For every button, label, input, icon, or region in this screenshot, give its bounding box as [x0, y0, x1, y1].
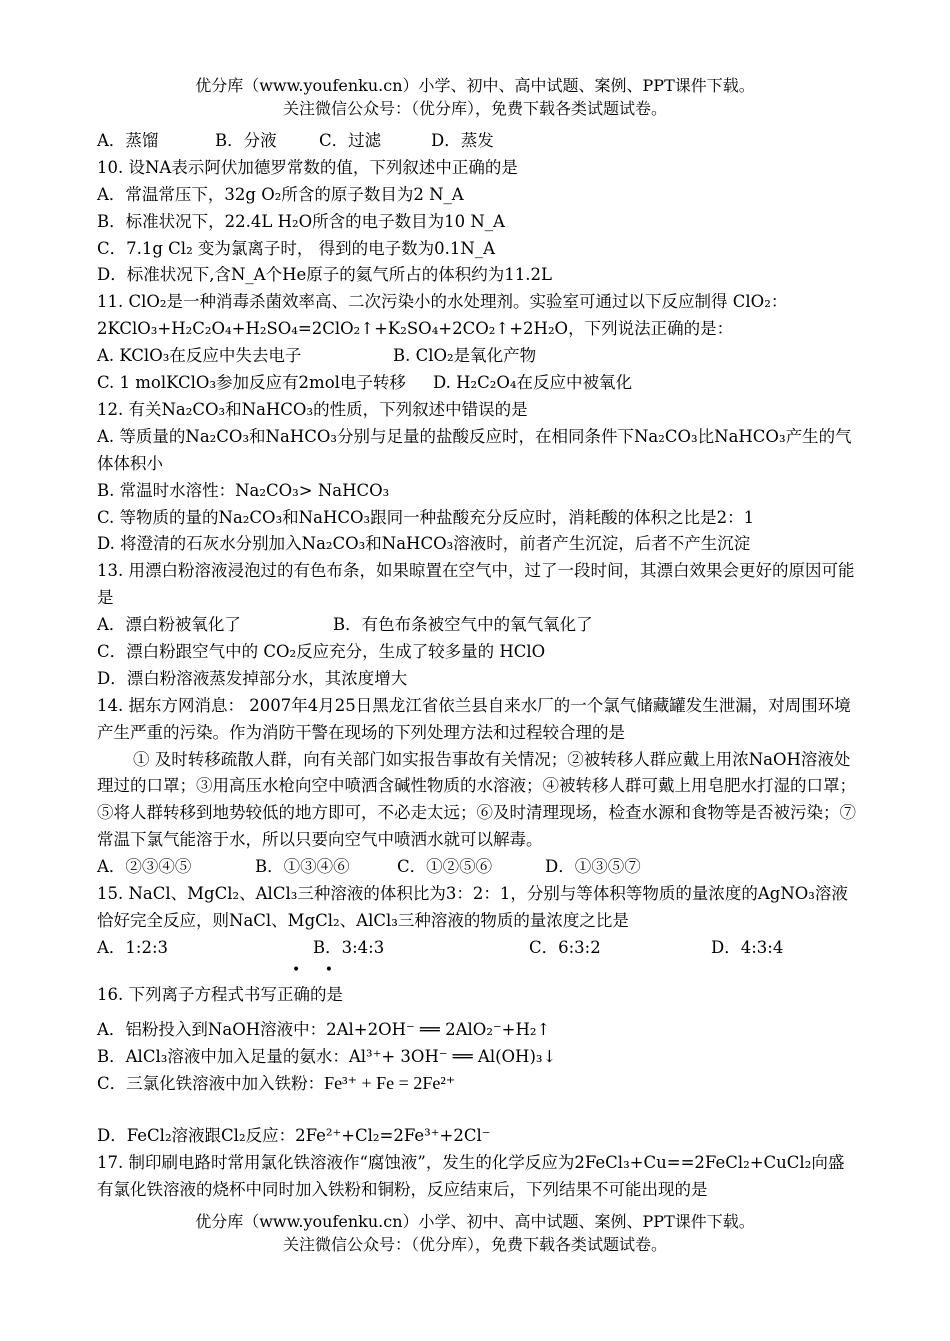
q16-option-a: A．铝粉投入到NaOH溶液中：2Al+2OH⁻ ══ 2AlO₂⁻+H₂↑ — [97, 1019, 551, 1039]
q16-option-d: D．FeCl₂溶液跟Cl₂反应：2Fe²⁺+Cl₂=2Fe³⁺+2Cl⁻ — [97, 1126, 491, 1146]
q14-option-a: A．②③④⑤ — [97, 857, 192, 877]
q14-option-d: D．①③⑤⑦ — [545, 857, 641, 877]
q9-option-b: B．分液 — [215, 131, 277, 150]
q14-body — [97, 747, 857, 855]
footer-line-2: 关注微信公众号：（优分库），免费下载各类试题试卷。 — [282, 1235, 667, 1254]
q15-stem: 15. NaCl、MgCl₂、AlCl₃三种溶液的体积比为3：2：1，分别与等体积等物质的量浓度的AgNO₃溶液恰好完全反应，则NaCl、MgCl₂、AlCl₃三种溶液的物质的量浓度之比是 — [97, 884, 848, 930]
q16-option-b: B．AlCl₃溶液中加入足量的氨水：Al³⁺+ 3OH⁻ ══ Al(OH)₃↓ — [97, 1046, 557, 1066]
q15-option-b: B．3:4:3 — [313, 937, 385, 957]
q11-options-ab — [97, 343, 857, 370]
header-line-2: 关注微信公众号：（优分库），免费下载各类试题试卷。 — [282, 99, 667, 118]
q14-stem: 14. 据东方网消息： 2007年4月25日黑龙江省依兰县自来水厂的一个氯气储藏罐发生泄漏，对周围环境产生严重的污染。作为消防干警在现场的下列处理方法和过程较合理的是 — [97, 695, 851, 742]
q11-stem: 11. ClO₂是一种消毒杀菌效率高、二次污染小的水处理剂。实验室可通过以下反应制得 ClO₂： — [97, 292, 788, 312]
q10-option-a: A．常温常压下，32g O₂所含的原子数目为2 N_A — [97, 184, 464, 204]
q12-option-c: C. 等物质的量的Na₂CO₃和NaHCO₃跟同一种盐酸充分反应时，消耗酸的体积之比是2：1 — [97, 507, 755, 527]
q15-options — [97, 935, 857, 962]
q12-option-b: B. 常温时水溶性：Na₂CO₃> NaHCO₃ — [97, 480, 390, 500]
exam-content — [97, 128, 857, 1204]
q14-option-c: C．①②⑤⑥ — [397, 857, 493, 877]
q14-body-text: ① 及时转移疏散人群，向有关部门如实报告事故有关情况；②被转移人群应戴上用浓NaOH溶液处理过的口罩；③用高压水枪向空中喷洒含碱性物质的水溶液；④被转移人群可戴上用皂肥水打湿的口罩；⑤将人群转移到地势较低的地方即可，不必走太远；⑥及时清理现场，检查水源和食物等是否被污染；⑦常温下氯气能溶于水，所以只要向空气中喷洒水就可以解毒。 — [97, 749, 856, 850]
q13-options-ab — [97, 612, 857, 639]
q15-option-d: D．4:3:4 — [711, 937, 784, 957]
spacer — [97, 1097, 857, 1123]
q11-options-cd — [97, 370, 857, 397]
page-footer — [0, 1210, 950, 1256]
q13-option-c: C．漂白粉跟空气中的 CO₂反应充分，生成了较多量的 HClO — [97, 641, 546, 661]
footer-line-1: 优分库（www.youfenku.cn）小学、初中、高中试题、案例、PPT课件下载。 — [195, 1212, 755, 1231]
q12-option-d: D. 将澄清的石灰水分别加入Na₂CO₃和NaHCO₃溶液时，前者产生沉淀，后者不产生沉淀 — [97, 534, 751, 554]
q11-option-a: A. KClO₃在反应中失去电子 — [97, 346, 302, 366]
q11-option-b: B. ClO₂是氧化产物 — [393, 346, 537, 366]
q16-stem: 16. 下列离子方程式书写正确的是 — [97, 984, 343, 1004]
q10-option-c: C．7.1g Cl₂ 变为氯离子时， 得到的电子数为0.1N_A — [97, 238, 496, 258]
q13-option-b: B．有色布条被空气中的氧气氧化了 — [333, 615, 593, 635]
q16-option-c-label: C．三氯化铁溶液中加入铁粉： — [97, 1074, 325, 1094]
q11-option-c: C. 1 molKClO₃参加反应有2mol电子转移 — [97, 373, 406, 393]
q15-option-a: A．1:2:3 — [97, 937, 169, 957]
q11-option-d: D. H₂C₂O₄在反应中被氧化 — [433, 373, 633, 393]
q10-stem: 10. 设NA表示阿伏加德罗常数的值，下列叙述中正确的是 — [97, 157, 518, 177]
q17-stem: 17. 制印刷电路时常用氯化铁溶液作“腐蚀液”，发生的化学反应为2FeCl₃+Cu==2FeCl₂+CuCl₂向盛有氯化铁溶液的烧杯中同时加入铁粉和铜粉，反应结束后，下列结果不可能出现的是 — [97, 1153, 845, 1200]
q9-option-c: C．过滤 — [319, 131, 382, 150]
q9-options — [97, 128, 857, 155]
q13-option-a: A．漂白粉被氧化了 — [97, 615, 241, 635]
q9-option-d: D．蒸发 — [431, 131, 494, 150]
q16-option-c — [97, 1070, 857, 1097]
emphasis-dots: • • — [292, 961, 343, 978]
q11-equation: 2KClO₃+H₂C₂O₄+H₂SO₄=2ClO₂↑+K₂SO₄+2CO₂↑+2H₂O，下列说法正确的是： — [97, 319, 734, 339]
q13-stem: 13. 用漂白粉溶液浸泡过的有色布条，如果晾置在空气中，过了一段时间，其漂白效果会更好的原因可能是 — [97, 561, 855, 608]
q15-option-c: C．6:3:2 — [529, 937, 601, 957]
q14-option-b: B．①③④⑥ — [255, 857, 350, 877]
q14-options — [97, 854, 857, 881]
q9-option-a: A．蒸馏 — [97, 131, 159, 150]
q16-option-c-equation: Fe³⁺ + Fe = 2Fe²⁺ — [324, 1073, 456, 1094]
q10-option-d: D．标准状况下,含N_A个He原子的氦气所占的体积约为11.2L — [97, 265, 552, 285]
q12-option-a: A. 等质量的Na₂CO₃和NaHCO₃分别与足量的盐酸反应时，在相同条件下Na₂CO₃比NaHCO₃产生的气体体积小 — [97, 426, 852, 473]
q13-option-d: D．漂白粉溶液蒸发掉部分水，其浓度增大 — [97, 668, 408, 688]
page-header — [0, 74, 950, 120]
q12-stem: 12. 有关Na₂CO₃和NaHCO₃的性质，下列叙述中错误的是 — [97, 399, 528, 419]
header-line-1: 优分库（www.youfenku.cn）小学、初中、高中试题、案例、PPT课件下载。 — [195, 76, 755, 95]
q10-option-b: B．标准状况下，22.4L H₂O所含的电子数目为10 N_A — [97, 211, 505, 231]
